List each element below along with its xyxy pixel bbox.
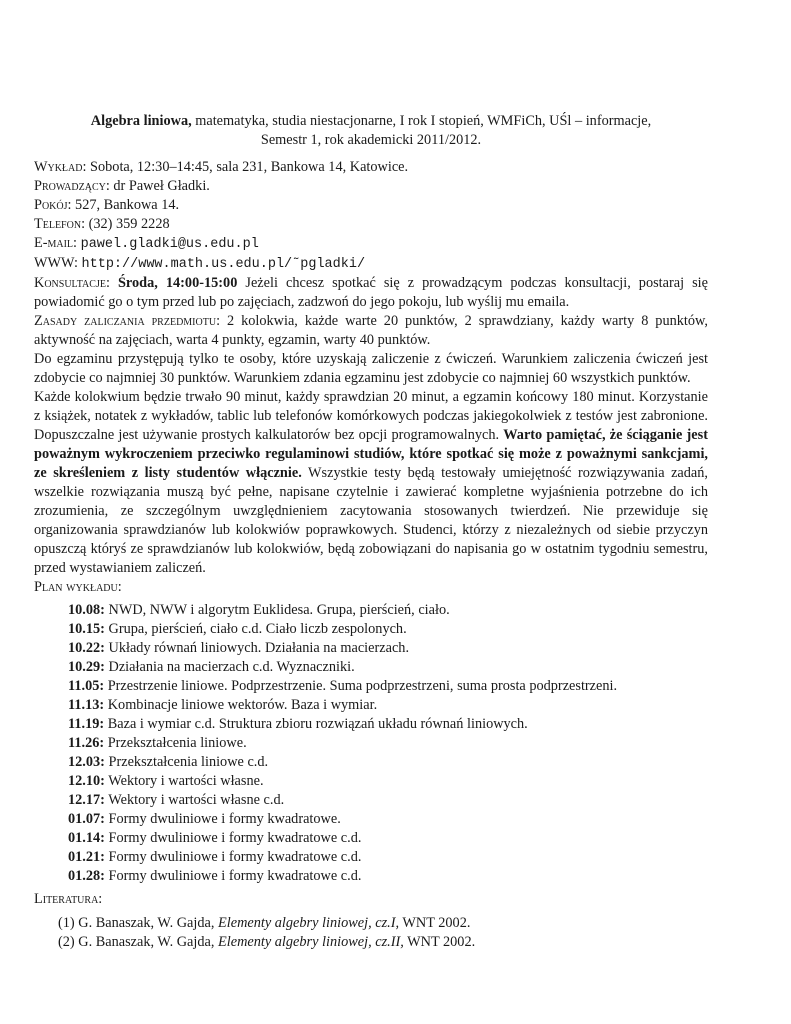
plan-item-topic: Przekształcenia liniowe. [104, 735, 247, 751]
plan-item-topic: Kombinacje liniowe wektorów. Baza i wymiar. [104, 697, 378, 713]
plan-item-topic: Baza i wymiar c.d. Struktura zbioru rozwiązań układu równań liniowych. [104, 716, 528, 732]
literatura-item-authors: G. Banaszak, W. Gajda, [74, 915, 219, 931]
prowadzacy-value: dr Paweł Gładki. [109, 178, 210, 194]
konsultacje-text: Jeżeli chcesz spotkać się z prowadzącym podczas konsultacji, postaraj się powiadomić go o tym przed lub po zajęciach, zadzwoń do jego pokoju, lub wyślij mu emaila. [34, 275, 708, 310]
literatura-item-num: (1) [58, 915, 75, 931]
plan-item [68, 848, 708, 867]
testy-warning: Warto pamiętać, że ściąganie jest poważnym wykroczeniem przeciwko regulaminowi studiów, które spotkać się może z poważnymi sankcjami, ze skreśleniem z listy studentów włącznie. [34, 427, 708, 481]
plan-item-date: 10.22: [68, 640, 105, 656]
zasady-label: Zasady zaliczania przedmiotu: [34, 313, 221, 329]
zasady-text: 2 kolokwia, każde warte 20 punktów, 2 sprawdziany, każdy warty 8 punktów, aktywność na zajęciach, warta 4 punkty, egzamin, warty 40 punktów. [34, 313, 708, 348]
plan-item [68, 772, 708, 791]
literatura-list [58, 914, 708, 952]
plan-item-date: 11.05: [68, 678, 105, 694]
wyklad-label: Wykład: [34, 159, 87, 175]
field-prowadzacy [34, 177, 708, 196]
wyklad-value: Sobota, 12:30–14:45, sala 231, Bankowa 14, Katowice. [86, 159, 409, 175]
plan-item [68, 639, 708, 658]
plan-item-date: 01.28: [68, 868, 105, 884]
field-wyklad [34, 158, 708, 177]
plan-item-topic: Wektory i wartości własne. [104, 773, 264, 789]
plan-item-topic: Grupa, pierścień, ciało c.d. Ciało liczb zespolonych. [104, 621, 407, 637]
document-title [34, 112, 708, 150]
plan-item [68, 734, 708, 753]
plan-item [68, 715, 708, 734]
literatura-item [58, 914, 708, 933]
literatura-item [58, 933, 708, 952]
paragraph-egzamin: Do egzaminu przystępują tylko te osoby, które uzyskają zaliczenie z ćwiczeń. Warunkiem zaliczenia ćwiczeń jest zdobycie co najmniej 30 punktów. Warunkiem zdania egzaminu jest zdobycie co najmniej 60 wszystkich punktów. [34, 351, 708, 386]
plan-item-date: 01.14: [68, 830, 105, 846]
plan-label: Plan wykładu: [34, 579, 122, 595]
literatura-item-authors: G. Banaszak, W. Gajda, [74, 934, 219, 950]
plan-item-topic: Układy równań liniowych. Działania na macierzach. [104, 640, 410, 656]
plan-item [68, 658, 708, 677]
plan-item-date: 11.13: [68, 697, 105, 713]
plan-item-topic: Formy dwuliniowe i formy kwadratowe c.d. [104, 868, 362, 884]
plan-item-date: 10.15: [68, 621, 105, 637]
pokoj-value: 527, Bankowa 14. [71, 197, 180, 213]
plan-item-topic: NWD, NWW i algorytm Euklidesa. Grupa, pierścień, ciało. [104, 602, 450, 618]
field-www [34, 254, 708, 274]
course-name: Algebra liniowa, [90, 113, 192, 129]
konsultacje-time: Środa, 14:00-15:00 [117, 275, 238, 291]
plan-item-topic: Przekształcenia liniowe c.d. [104, 754, 269, 770]
prowadzacy-label: Prowadzący: [34, 178, 110, 194]
email-link[interactable]: pawel.gladki@us.edu.pl [80, 237, 259, 252]
plan-item-date: 11.26: [68, 735, 105, 751]
field-zasady [34, 312, 708, 350]
plan-item-date: 10.29: [68, 659, 105, 675]
plan-item-topic: Formy dwuliniowe i formy kwadratowe c.d. [104, 830, 362, 846]
plan-item-date: 12.17: [68, 792, 105, 808]
plan-item-topic: Przestrzenie liniowe. Podprzestrzenie. Suma podprzestrzeni, suma prosta podprzestrzeni. [104, 678, 618, 694]
plan-item [68, 620, 708, 639]
field-pokoj [34, 196, 708, 215]
course-info: matematyka, studia niestacjonarne, I rok I stopień, WMFiCh, UŚl – informacje, [191, 113, 652, 129]
plan-list [68, 601, 708, 886]
plan-item-date: 12.10: [68, 773, 105, 789]
testy-text-b: Wszystkie testy będą testowały umiejętność rozwiązywania zadań, wszelkie rozwiązania muszą być pełne, napisane czytelnie i zawierać kompletne wyjaśnienia potrzebne do ich zrozumienia, ze szczególnym uwzględnieniem zacytowania stosowanych twierdzeń. Nie przewiduje się organizowania sprawdzianów lub kolokwiów poprawkowych. Studenci, którzy z niezależnych od siebie przyczyn opuszczą któryś ze sprawdzianów lub kolokwiów, będą zobowiązani do napisania go w ostatnim tygodniu semestru, przed wystawianiem zaliczeń. [34, 465, 708, 576]
plan-item-date: 01.21: [68, 849, 105, 865]
field-telefon [34, 215, 708, 234]
literatura-item-title: Elementy algebry liniowej, cz.I, [218, 915, 400, 931]
literatura-item-publisher: WNT 2002. [403, 934, 476, 950]
konsultacje-label: Konsultacje: [34, 275, 110, 291]
www-label: WWW: [34, 255, 78, 271]
plan-item-date: 11.19: [68, 716, 105, 732]
plan-item-date: 10.08: [68, 602, 105, 618]
paragraph-testy [34, 388, 708, 578]
www-link[interactable]: http://www.math.us.edu.pl/˜pgladki/ [81, 257, 366, 272]
plan-item [68, 867, 708, 886]
semester-info: Semestr 1, rok akademicki 2011/2012. [260, 132, 482, 148]
plan-item [68, 601, 708, 620]
plan-item [68, 696, 708, 715]
plan-item [68, 791, 708, 810]
telefon-value: (32) 359 2228 [85, 216, 170, 232]
literatura-label: Literatura: [34, 891, 103, 907]
plan-item-date: 12.03: [68, 754, 105, 770]
literatura-item-num: (2) [58, 934, 75, 950]
field-email [34, 234, 708, 254]
document-page [34, 112, 708, 952]
plan-item [68, 829, 708, 848]
literatura-item-title: Elementy algebry liniowej, cz.II, [218, 934, 404, 950]
plan-item-topic: Działania na macierzach c.d. Wyznaczniki. [104, 659, 355, 675]
plan-item-topic: Wektory i wartości własne c.d. [104, 792, 285, 808]
telefon-label: Telefon: [34, 216, 86, 232]
email-label: E-mail: [34, 235, 78, 251]
field-konsultacje [34, 274, 708, 312]
plan-item-topic: Formy dwuliniowe i formy kwadratowe c.d. [104, 849, 362, 865]
plan-item [68, 810, 708, 829]
plan-item-date: 01.07: [68, 811, 105, 827]
testy-text-a: Każde kolokwium będzie trwało 90 minut, każdy sprawdzian 20 minut, a egzamin końcowy 180 minut. Korzystanie z książek, notatek z wykładów, tablic lub telefonów komórkowych podczas jakiegokolwiek z testów jest zabronione. Dopuszczalne jest używanie prostych kalkulatorów bez opcji programowalnych. [34, 389, 708, 443]
literatura-item-publisher: WNT 2002. [399, 915, 471, 931]
plan-item-topic: Formy dwuliniowe i formy kwadratowe. [104, 811, 341, 827]
pokoj-label: Pokój: [34, 197, 72, 213]
plan-item [68, 753, 708, 772]
plan-item [68, 677, 708, 696]
